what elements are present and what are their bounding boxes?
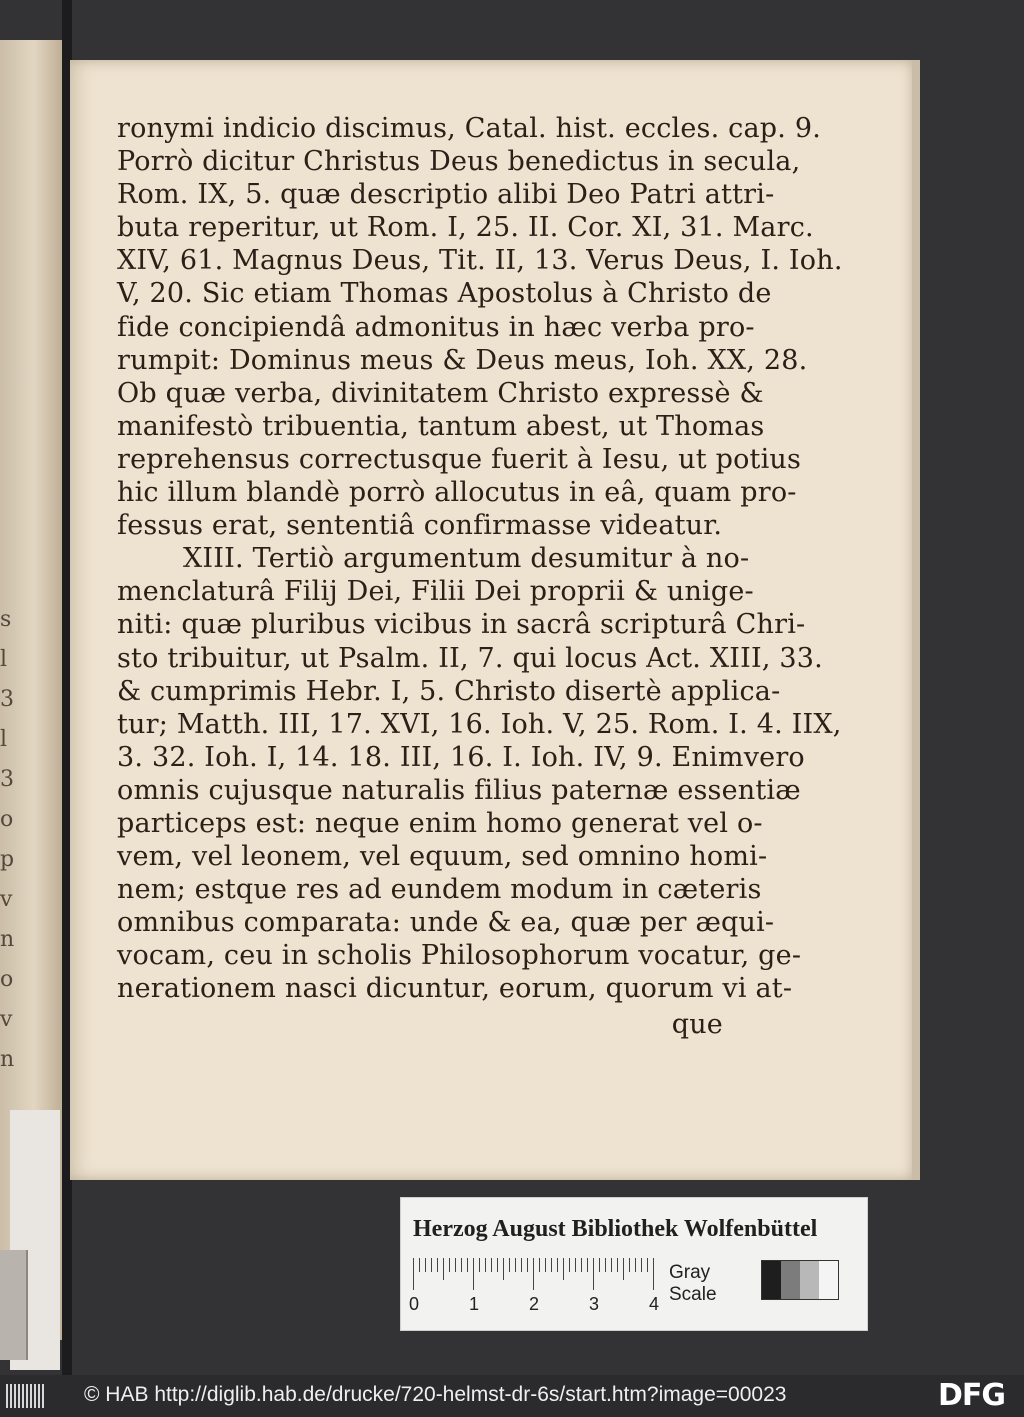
text-line: buta reperitur, ut Rom. I, 25. II. Cor. XI, 31. Marc.	[117, 212, 814, 244]
text-line: fide concipiendâ admonitus in hæc verba pro-	[117, 311, 755, 343]
text-line: particeps est: neque enim homo generat vel o-	[117, 807, 763, 839]
text-line: hic illum blandè porrò allocutus in eâ, quam pro-	[117, 477, 797, 509]
gray-scale-patches	[761, 1260, 839, 1300]
text-line: XIV, 61. Magnus Deus, Tit. II, 13. Verus Deus, I. Ioh.	[117, 245, 843, 277]
margin-letter: n	[0, 927, 15, 952]
ruler-tick	[575, 1258, 576, 1272]
text-line: Ob quæ verba, divinitatem Christo expressè &	[117, 377, 764, 409]
hab-color-card	[400, 1197, 868, 1331]
gray-patch	[800, 1261, 819, 1299]
facing-page-letters	[0, 600, 16, 1080]
copyright-url[interactable]: © HAB http://diglib.hab.de/drucke/720-helmst-dr-6s/start.htm?image=00023	[84, 1383, 787, 1406]
ruler-tick	[623, 1258, 624, 1280]
ruler-tick	[413, 1258, 414, 1290]
text-line: manifestò tribuentia, tantum abest, ut Thomas	[117, 410, 765, 442]
ruler-tick	[479, 1258, 480, 1272]
ruler-tick	[491, 1258, 492, 1272]
ruler-tick	[605, 1258, 606, 1272]
section-heading-line: XIII. Tertiò argumentum desumitur à no-	[183, 543, 750, 575]
ruler-tick	[437, 1258, 438, 1272]
gray-patch	[781, 1261, 800, 1299]
ruler-tick	[593, 1258, 594, 1290]
ruler-tick	[461, 1258, 462, 1272]
ruler-scale	[413, 1258, 653, 1290]
text-line: reprehensus correctusque fuerit à Iesu, ut potius	[117, 443, 802, 475]
margin-letter: l	[0, 727, 8, 752]
ruler-tick	[533, 1258, 534, 1290]
ruler-tick	[641, 1258, 642, 1272]
margin-letter: v	[0, 887, 13, 912]
dfg-logo: DFG	[938, 1378, 1006, 1413]
ruler-tick	[425, 1258, 426, 1272]
gray-patch	[819, 1261, 838, 1299]
ruler-tick	[431, 1258, 432, 1272]
text-line: ronymi indicio discimus, Catal. hist. eccles. cap. 9.	[117, 113, 821, 144]
ruler-tick	[497, 1258, 498, 1272]
text-line: 3. 32. Ioh. I, 14. 18. III, 16. I. Ioh. IV, 9. Enimvero	[117, 741, 805, 773]
text-line: rumpit: Dominus meus & Deus meus, Ioh. XX, 28.	[117, 344, 808, 376]
text-line: nerationem nasci dicuntur, eorum, quorum vi at-	[117, 973, 793, 1005]
ruler-number: 3	[589, 1294, 600, 1314]
footer-bar	[0, 1375, 1024, 1417]
text-line: V, 20. Sic etiam Thomas Apostolus à Christo de	[117, 278, 772, 310]
text-line: sto tribuitur, ut Psalm. II, 7. qui locus Act. XIII, 33.	[117, 642, 823, 674]
text-line: omnibus comparata: unde & ea, quæ per æqui-	[117, 907, 775, 939]
text-line: Rom. IX, 5. quæ descriptio alibi Deo Patri attri-	[117, 179, 775, 211]
gray-scale-label: Gray Scale	[669, 1262, 717, 1305]
ruler-tick	[455, 1258, 456, 1272]
ruler-tick	[599, 1258, 600, 1272]
ruler-tick	[473, 1258, 474, 1290]
margin-letter: o	[0, 967, 14, 992]
text-line: tur; Matth. III, 17. XVI, 16. Ioh. V, 25. Rom. I. 4. IIX,	[117, 708, 842, 740]
ruler-tick	[653, 1258, 654, 1290]
ruler-tick	[629, 1258, 630, 1272]
ruler-number: 2	[529, 1294, 540, 1314]
ruler-tick	[545, 1258, 546, 1272]
text-line: niti: quæ pluribus vicibus in sacrâ scripturâ Chri-	[117, 609, 806, 641]
ruler-tick	[467, 1258, 468, 1272]
ruler-tick	[551, 1258, 552, 1272]
text-line: Porrò dicitur Christus Deus benedictus in secula,	[117, 146, 801, 178]
ruler-tick	[557, 1258, 558, 1272]
text-line: omnis cujusque naturalis filius paternæ essentiæ	[117, 774, 801, 806]
ruler-tick	[515, 1258, 516, 1272]
ruler-number: 4	[649, 1294, 660, 1314]
ruler-tick	[485, 1258, 486, 1272]
page-edge	[912, 60, 920, 1180]
ruler-numbers	[405, 1294, 665, 1318]
gray-patch	[762, 1261, 781, 1299]
ruler-tick	[443, 1258, 444, 1280]
text-line: vocam, ceu in scholis Philosophorum vocatur, ge-	[117, 940, 802, 972]
margin-letter: o	[0, 807, 14, 832]
margin-letter: p	[0, 847, 15, 872]
ruler-tick	[587, 1258, 588, 1272]
ruler-tick	[509, 1258, 510, 1272]
barcode-icon	[6, 1384, 46, 1408]
text-line: nem; estque res ad eundem modum in cæteris	[117, 874, 762, 906]
margin-letter: 3	[0, 767, 14, 792]
catchword: que	[671, 1008, 723, 1040]
text-line: vem, vel leonem, vel equum, sed omnino homi-	[117, 841, 768, 873]
ruler-tick	[503, 1258, 504, 1280]
margin-letter: s	[0, 607, 12, 632]
ruler-tick	[563, 1258, 564, 1280]
ruler-tick	[419, 1258, 420, 1272]
spine-label	[0, 1250, 28, 1360]
margin-letter: n	[0, 1047, 15, 1072]
text-line: & cumprimis Hebr. I, 5. Christo disertè applica-	[117, 675, 781, 707]
ruler-tick	[521, 1258, 522, 1272]
ruler-tick	[569, 1258, 570, 1272]
margin-letter: 3	[0, 687, 14, 712]
ruler-tick	[647, 1258, 648, 1272]
library-name: Herzog August Bibliothek Wolfenbüttel	[413, 1216, 818, 1242]
page-text	[117, 112, 843, 1041]
ruler-tick	[539, 1258, 540, 1272]
ruler-number: 0	[409, 1294, 420, 1314]
ruler-tick	[617, 1258, 618, 1272]
ruler-tick	[527, 1258, 528, 1272]
margin-letter: v	[0, 1007, 13, 1032]
ruler-tick	[449, 1258, 450, 1272]
margin-letter: l	[0, 647, 8, 672]
ruler-number: 1	[469, 1294, 480, 1314]
ruler-tick	[611, 1258, 612, 1272]
text-line: menclaturâ Filij Dei, Filii Dei proprii & unige-	[117, 576, 754, 608]
ruler-tick	[635, 1258, 636, 1272]
ruler-tick	[581, 1258, 582, 1272]
text-line: fessus erat, sententiâ confirmasse videatur.	[117, 510, 723, 542]
